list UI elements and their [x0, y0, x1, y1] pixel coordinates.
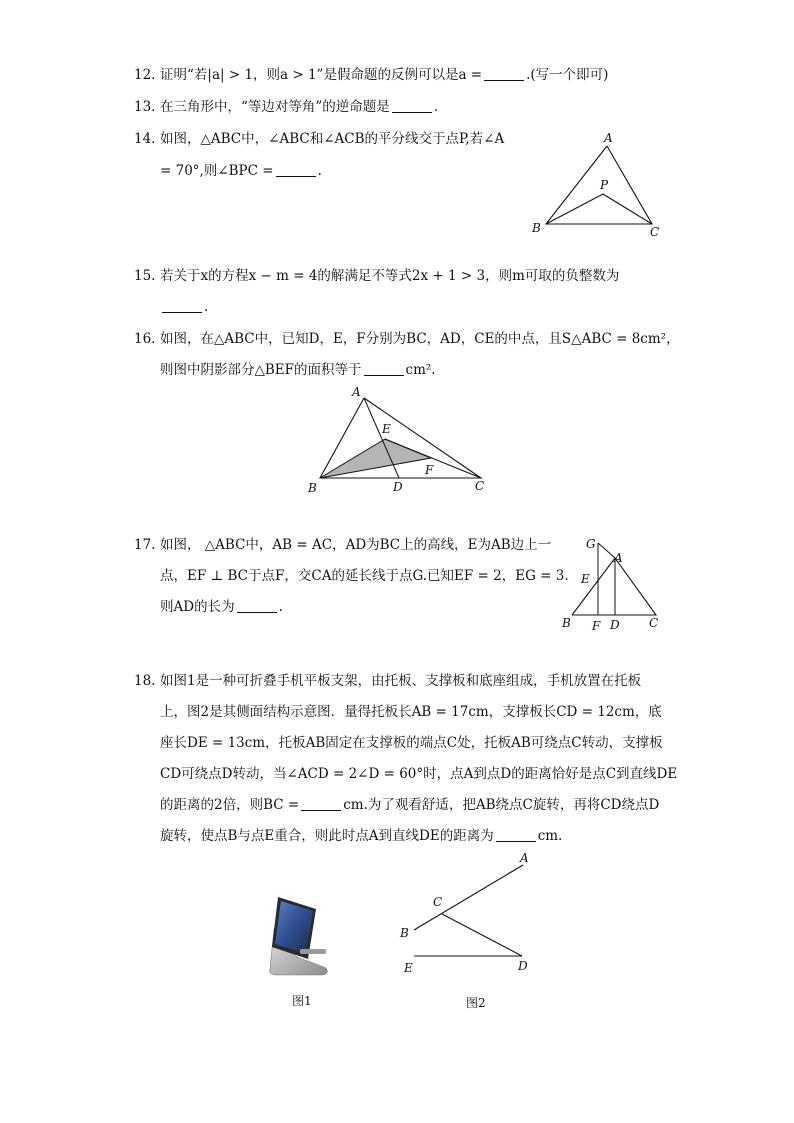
q18-segment-cd — [442, 914, 522, 956]
q14-bisector-lines — [546, 194, 652, 224]
q14-label-a: A — [604, 131, 613, 145]
q17-label-a: A — [614, 551, 623, 565]
q17-text-line2: 点，EF ⊥ BC于点F，交CA的延长线于点G.已知EF = 2，EG = 3. — [160, 568, 569, 584]
q17-triangle-figure — [556, 533, 668, 635]
q18-number: 18. — [134, 673, 156, 689]
q17-number: 17. — [134, 537, 156, 553]
q14-triangle-figure — [526, 126, 666, 238]
q18-text-line1: 如图1是一种可折叠手机平板支架，由托板、支撑板和底座组成，手机放置在托板 — [160, 673, 642, 689]
q18-text-line5-a: 的距离的2倍，则BC = — [160, 797, 300, 813]
q14-triangle-abc — [546, 146, 652, 224]
q13-answer-blank[interactable] — [392, 98, 432, 113]
q16-label-d: D — [393, 480, 403, 494]
q17-triangle-abc — [572, 558, 656, 615]
q14-answer-blank[interactable] — [276, 162, 316, 177]
q13-text — [160, 98, 438, 116]
q15-text-b: . — [204, 299, 209, 315]
q18-label-d: D — [518, 959, 528, 973]
q16-label-f: F — [425, 463, 434, 477]
q13-text-b: . — [433, 99, 439, 115]
q14-number: 14. — [134, 131, 156, 147]
q16-label-c: C — [475, 479, 485, 493]
q17-segment-ga — [598, 543, 615, 558]
q12-answer-blank[interactable] — [484, 66, 524, 81]
q17-label-g: G — [586, 537, 596, 551]
q16-text-line1: 如图，在△ABC中，已知D，E，F分别为BC，AD，CE的中点，且S△ABC = 8cm²， — [160, 331, 680, 347]
q15-answer-blank[interactable] — [162, 298, 202, 313]
q18-answer-blank-distance[interactable] — [496, 827, 536, 842]
q16-label-b: B — [308, 481, 317, 495]
q18-label-a: A — [520, 851, 529, 865]
q17-label-b: B — [562, 616, 571, 630]
q12-text-a: 证明“若|a| > 1，则a > 1”是假命题的反例可以是a = — [160, 67, 483, 83]
q18-label-e: E — [404, 961, 413, 975]
q18-segment-ab — [414, 865, 523, 930]
figure-2-caption: 图2 — [466, 996, 486, 1010]
q16-label-e: E — [382, 422, 391, 436]
q18-text-line5-b: cm.为了观看舒适，把AB绕点C旋转，再将CD绕点D — [343, 797, 660, 813]
q15-text-line1: 若关于x的方程x − m = 4的解满足不等式2x + 1 > 3，则m可取的负整数为 — [160, 268, 620, 284]
phone-stand-image — [264, 889, 344, 979]
q12-text — [160, 66, 608, 84]
q16-number: 16. — [134, 331, 156, 347]
q14-text-line1: 如图，△ABC中，∠ABC和∠ACB的平分线交于点P,若∠A — [160, 131, 505, 147]
q14-label-p: P — [600, 178, 609, 192]
q17-answer-blank[interactable] — [237, 598, 277, 613]
q16-label-a: A — [352, 385, 361, 399]
q15-number: 15. — [134, 268, 156, 284]
q18-structure-diagram — [394, 848, 544, 978]
q17-text-line3 — [160, 598, 283, 616]
q17-label-c: C — [649, 616, 659, 630]
q18-label-c: C — [433, 895, 443, 909]
q18-text-line5 — [160, 796, 659, 814]
q18-answer-blank-bc[interactable] — [301, 796, 341, 811]
q17-text-d: . — [278, 599, 283, 615]
q18-label-b: B — [400, 926, 409, 940]
q18-text-line2: 上，图2是其侧面结构示意图．量得托板长AB = 17cm，支撑板长CD = 12cm，底 — [160, 704, 662, 720]
q17-label-f: F — [592, 619, 601, 633]
q16-text-c: cm². — [405, 362, 436, 378]
q15-text-line2 — [160, 298, 208, 316]
q18-text-line3: 座长DE = 13cm，托板AB固定在支撑板的端点C处，托板AB可绕点C转动，支撑板 — [160, 735, 663, 751]
q12-text-b: .(写一个即可) — [526, 67, 609, 83]
q18-text-line6 — [160, 827, 572, 845]
q17-text-line1: 如图， △ABC中，AB = AC，AD为BC上的高线，E为AB边上一 — [160, 537, 552, 553]
q14-text-c: . — [317, 163, 322, 179]
q18-text-line4: CD可绕点D转动，当∠ACD = 2∠D = 60°时，点A到点D的距离恰好是点C到直线DE — [160, 766, 678, 782]
q17-label-d: D — [610, 618, 620, 632]
q13-number: 13. — [134, 99, 156, 115]
q17-label-e: E — [581, 572, 590, 586]
q12-number: 12. — [134, 67, 156, 83]
q18-text-line6-a: 旋转，使点B与点E重合，则此时点A到直线DE的距离为 — [160, 828, 494, 844]
q16-shaded-triangle-bef — [320, 439, 431, 478]
q16-text-b: 则图中阴影部分△BEF的面积等于 — [160, 362, 362, 378]
q14-text-line2 — [160, 162, 322, 180]
q14-label-c: C — [650, 225, 660, 238]
q13-text-a: 在三角形中，“等边对等角”的逆命题是 — [160, 99, 390, 115]
q18-text-line6-b: cm． — [537, 828, 572, 844]
q16-triangle-figure — [303, 384, 503, 499]
q16-answer-blank[interactable] — [364, 361, 404, 376]
figure-1-caption: 图1 — [292, 994, 312, 1008]
q17-text-c: 则AD的长为 — [160, 599, 235, 615]
q14-label-b: B — [532, 221, 541, 235]
q16-text-line2 — [160, 361, 436, 379]
q14-text-b: = 70°,则∠BPC = — [160, 163, 274, 179]
